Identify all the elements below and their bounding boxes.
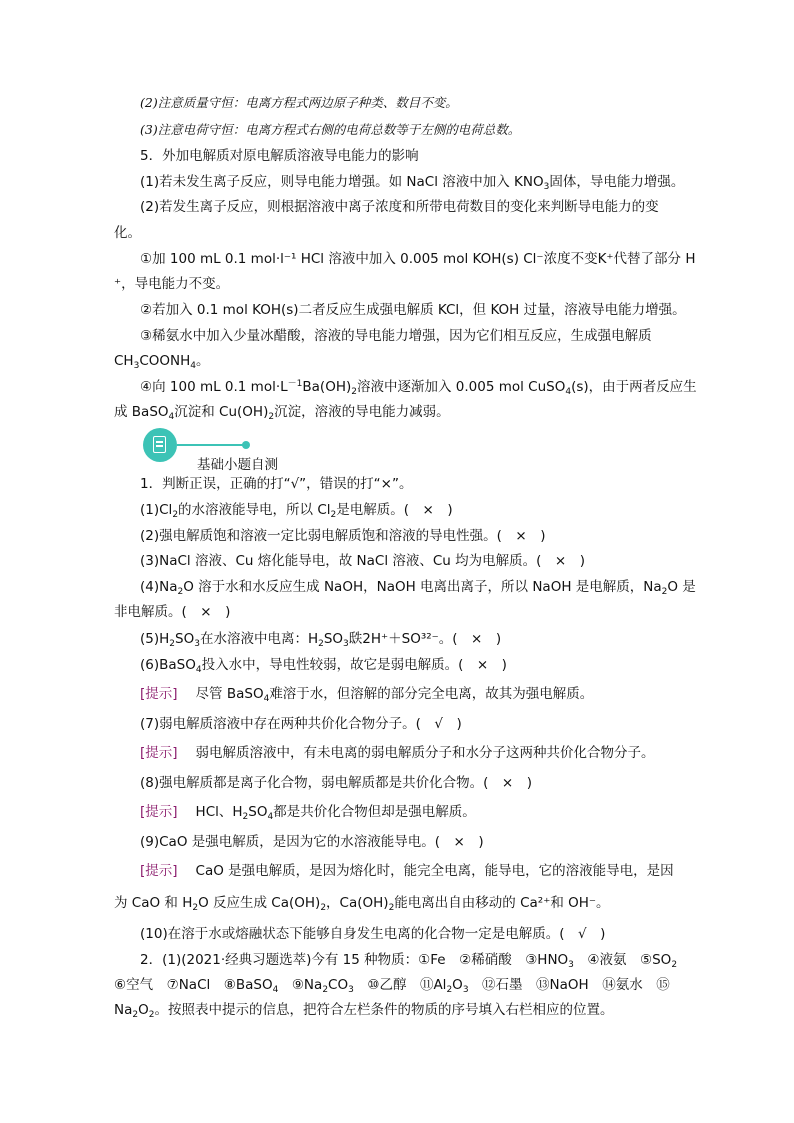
section-divider-line — [177, 444, 245, 446]
question-1-item-1: $(1)Cl_2$的水溶液能导电，所以 $Cl_2$是电解质。( × ) — [140, 502, 453, 520]
question-1-item-3: (3)NaCl 溶液、Cu 熔化能导电，故 NaCl 溶液、Cu 均为电解质。( × ) — [140, 553, 585, 569]
question-1-item-4-cont: 非电解质。( × ) — [114, 604, 231, 620]
example-2: ②若加入 0.1 mol KOH(s)二者反应生成强电解质 KCl，但 KOH 过量，溶液导电能力增强。 — [140, 302, 686, 318]
paragraph-2: (2)若发生离子反应，则根据溶液中离子浓度和所带电荷数目的变化来判断导电能力的变 — [140, 199, 659, 215]
section-title: 基础小题自测 — [197, 457, 278, 473]
hint-9: [提示] CaO 是强电解质，是因为熔化时，能完全电离，能导电，它的溶液能导电，是因 — [140, 863, 674, 879]
charge-conservation-rule: (3)注意电荷守恒：电离方程式右侧的电荷总数等于左侧的电荷总数。 — [140, 122, 521, 137]
example-1-cont: ⁺，导电能力不变。 — [114, 276, 230, 292]
hint-7: [提示] 弱电解质溶液中，有未电离的弱电解质分子和水分子这两种共价化合物分子。 — [140, 745, 655, 761]
heading-5: 5．外加电解质对原电解质溶液导电能力的影响 — [140, 148, 419, 164]
hint-label: [提示] — [140, 745, 178, 761]
question-1-item-2: (2)强电解质饱和溶液一定比弱电解质饱和溶液的导电性强。( × ) — [140, 528, 546, 544]
example-4: ④向 100 mL 0.1 $mol\cdot L^{-1}Ba(OH)_2$溶液中逐渐加入 0.005 mol CuSO$_4$(s)，由于两者反应生 — [140, 379, 697, 397]
question-1-item-7: (7)弱电解质溶液中存在两种共价化合物分子。( √ ) — [140, 716, 462, 732]
hint-8: [提示] HCl、$H_2SO_4$都是共价化合物但却是强电解质。 — [140, 804, 476, 822]
example-3: ③稀氨水中加入少量冰醋酸，溶液的导电能力增强，因为它们相互反应，生成强电解质 — [140, 328, 652, 344]
mass-conservation-rule: (2)注意质量守恒：电离方程式两边原子种类、数目不变。 — [140, 95, 458, 110]
question-1-item-10: (10)在溶于水或熔融状态下能够自身发生电离的化合物一定是电解质。( √ ) — [140, 926, 606, 942]
paragraph-1: (1)若未发生离子反应，则导电能力增强。如 NaCl 溶液中加入 $KNO_3$固体，导电能力增强。 — [140, 174, 685, 192]
hint-6: [提示] 尽管 BaSO$_4$难溶于水，但溶解的部分完全电离，故其为强电解质。 — [140, 686, 594, 704]
question-1-item-5: $(5)H_2SO_3$在水溶液中电离：$H_2SO_3$㲳2H⁺＋SO³²⁻。( × ) — [140, 631, 502, 649]
question-1-intro: 1．判断正误，正确的打“√”，错误的打“×”。 — [140, 476, 413, 492]
question-1-item-8: (8)强电解质都是离子化合物，弱电解质都是共价化合物。( × ) — [140, 775, 532, 791]
question-1-item-4: $(4)Na_2O$ 溶于水和水反应生成 NaOH，NaOH 电离出离子，所以 NaOH 是电解质，$Na_2O$ 是 — [140, 579, 696, 597]
hint-9-cont: 为 CaO 和 $H_2O$ 反应生成 $Ca(OH)_2$，$Ca(OH)_2$能电离出自由移动的 Ca²⁺和 OH⁻。 — [114, 895, 610, 913]
example-3-cont: $CH_3COONH_4$。 — [114, 353, 210, 371]
self-test-section-icon — [143, 428, 177, 462]
question-2: 2．(1)(2021·经典习题选萃)今有 15 种物质：①Fe ②稀硝酸 $③HNO_3$ ④液氨 $⑤SO_2$ — [140, 952, 678, 970]
example-1: ①加 100 mL 0.1 mol·l⁻¹ HCl 溶液中加入 0.005 mol KOH(s) Cl⁻浓度不变K⁺代替了部分 H — [140, 251, 696, 267]
hint-label: [提示] — [140, 686, 178, 702]
hint-label: [提示] — [140, 863, 178, 879]
hint-label: [提示] — [140, 804, 178, 820]
example-4-cont: 成 BaSO$_4$沉淀和 $Cu(OH)_2$沉淀，溶液的导电能力减弱。 — [114, 404, 450, 422]
question-2-substances: ⑥空气 ⑦NaCl ⑧BaSO$_4$ $⑨Na_2CO_3$ ⑩乙醇 $⑪Al_2O_3$ ⑫石墨 ⑬NaOH ⑭氨水 ⑮ — [114, 977, 670, 995]
question-2-instruction: $Na_2O_2$。按照表中提示的信息，把符合左栏条件的物质的序号填入右栏相应的位置。 — [114, 1002, 614, 1020]
question-1-item-9: (9)CaO 是强电解质，是因为它的水溶液能导电。( × ) — [140, 834, 484, 850]
section-divider-dot — [242, 441, 250, 449]
question-1-item-6: (6)BaSO$_4$投入水中，导电性较弱，故它是弱电解质。( × ) — [140, 657, 507, 675]
paragraph-2-cont: 化。 — [114, 225, 141, 241]
document-icon — [153, 436, 166, 453]
